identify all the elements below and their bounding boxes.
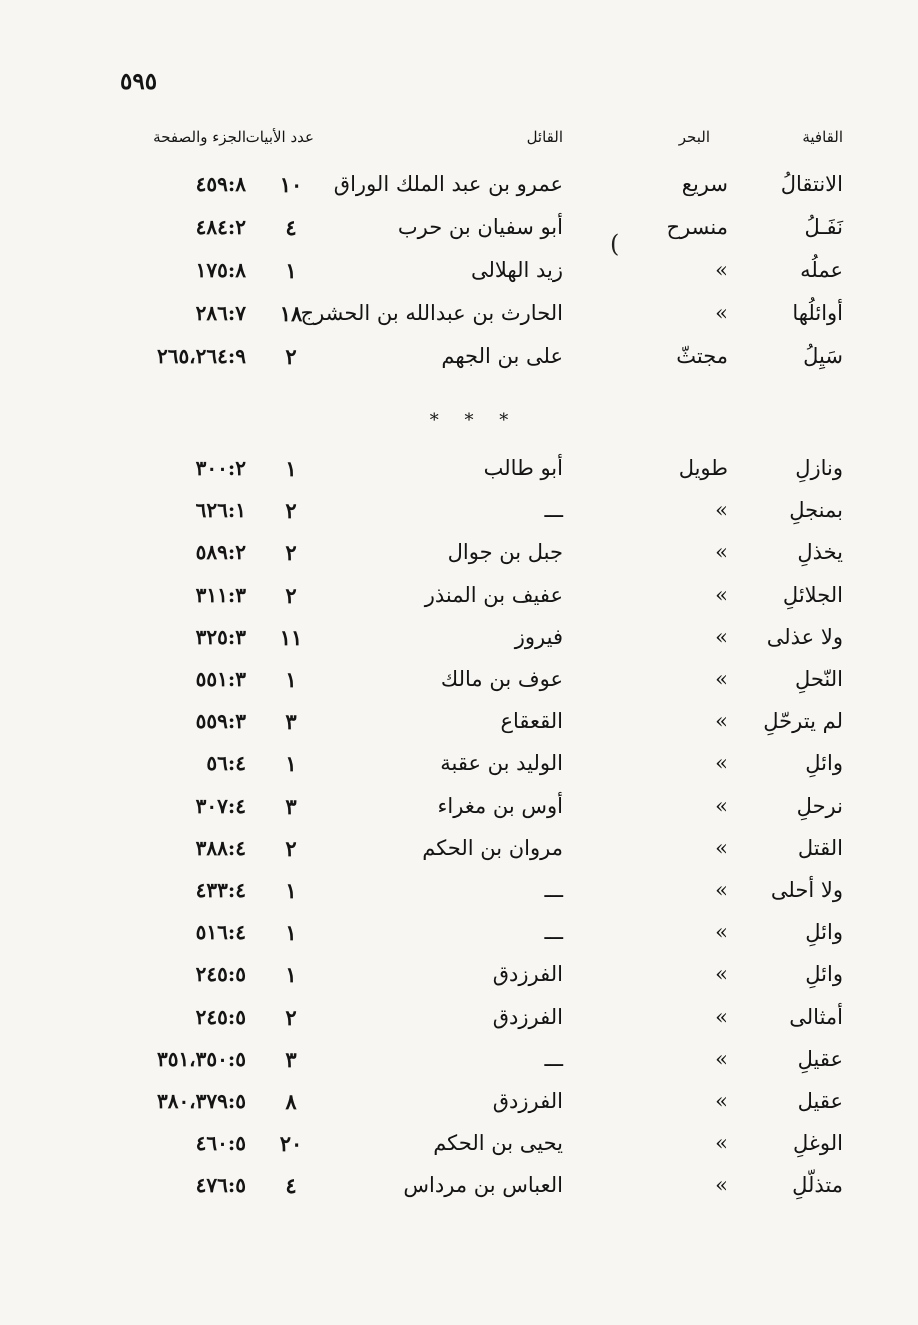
count-cell: ٢ [285,835,297,861]
table-row [0,1005,918,1047]
qafia-cell: ولا أحلى [770,878,843,902]
bahr-cell: » [715,1131,728,1156]
qail-cell: مروان بن الحكم [422,835,563,860]
qail-cell: ـــ [544,498,563,523]
qail-cell: العباس بن مرداس [403,1173,563,1198]
bahr-cell: » [715,540,728,565]
ref-cell: ٥١٦:٤ [195,920,246,945]
qail-cell: ـــ [544,878,563,902]
qail-cell: عوف بن مالك [440,667,563,691]
bahr-cell: » [715,751,728,776]
qail-cell: الفرزدق [492,1004,563,1029]
qail-cell: عمرو بن عبد الملك الوراق [333,172,563,196]
count-cell: ٤ [285,215,297,240]
count-cell: ١ [285,751,297,777]
ref-cell: ٤٣٣:٤ [195,878,246,902]
table-row [0,667,918,709]
header-count: عدد الأبيات [245,128,314,146]
bahr-cell: » [715,258,728,282]
count-cell: ١١ [279,624,303,650]
qail-cell: ـــ [544,920,563,945]
bahr-cell: » [715,1046,728,1071]
count-cell: ١ [285,962,297,988]
qail-cell: فيروز [514,624,563,649]
ref-cell: ٣٠٧:٤ [195,793,246,818]
table-row [0,540,918,582]
qail-cell: أبو سفيان بن حرب [397,215,563,239]
header-qail: القائل [526,128,563,146]
count-cell: ١٨ [279,301,303,326]
qafia-cell: ولا عذلى [766,624,843,649]
ref-cell: ٢٨٦:٧ [195,301,246,325]
qafia-cell: الجلائلِ [782,582,843,607]
qafia-cell: متذلّلِ [792,1173,843,1198]
table-row [0,215,918,257]
count-cell: ٢ [285,540,297,566]
bahr-cell: » [715,1173,728,1198]
qail-cell: أوس بن مغراء [437,793,563,818]
qafia-cell: عملُه [800,258,843,282]
bahr-cell: » [715,878,728,902]
header-ref: الجزء والصفحة [153,128,246,146]
qail-cell: الفرزدق [492,962,563,987]
table-row [0,1131,918,1173]
ref-cell: ٤٧٦:٥ [195,1173,246,1198]
qail-cell: على بن الجهم [441,344,563,368]
table-row [0,836,918,878]
table-row [0,709,918,751]
table-row [0,751,918,793]
qafia-cell: عقيلِ [797,1046,843,1071]
bahr-cell: » [715,709,728,734]
qail-cell: عفيف بن المنذر [424,582,563,607]
bracket-mark: ( [610,230,620,258]
bahr-cell: طويل [678,456,728,480]
count-cell: ١ [285,920,297,946]
count-cell: ٤ [285,1173,297,1199]
qafia-cell: وائلِ [805,962,843,987]
ref-cell: ٦٢٦:١ [195,498,246,523]
count-cell: ١ [285,878,297,903]
ref-cell: ٣٢٥:٣ [195,624,246,649]
count-cell: ٣ [285,793,297,819]
table-row [0,498,918,540]
table-row [0,258,918,300]
bahr-cell: سريع [681,172,728,196]
bahr-cell: » [715,1004,728,1029]
qafia-cell: نَفَـلُ [804,215,843,239]
qafia-cell: أوائلُها [792,301,843,325]
table-row [0,456,918,498]
ref-cell: ٢٤٥:٥ [195,1004,246,1029]
header-bahr: البحر [678,128,710,146]
table-row [0,1047,918,1089]
table-row [0,625,918,667]
qail-cell: أبو طالب [483,456,563,480]
qail-cell: ـــ [544,1046,563,1071]
ref-cell: ٣١١:٣ [195,582,246,607]
count-cell: ٢ [285,498,297,524]
count-cell: ١ [285,667,297,692]
page-number: ٥٩٥ [120,68,158,95]
table-row [0,301,918,343]
bahr-cell: » [715,624,728,649]
qail-cell: يحيى بن الحكم [433,1131,563,1156]
qafia-cell: عقيل [797,1089,843,1113]
count-cell: ٣ [285,709,297,735]
table-row [0,583,918,625]
bahr-cell: » [715,835,728,860]
bahr-cell: » [715,301,728,325]
ref-cell: ٥٨٩:٢ [195,540,246,565]
count-cell: ٨ [285,1089,297,1114]
ref-cell: ٤٨٤:٢ [195,215,246,239]
table-row [0,1089,918,1131]
qafia-cell: يخذلِ [797,540,843,565]
qafia-cell: ونازلِ [795,456,843,480]
qafia-cell: سَيِلُ [803,344,843,368]
table-row [0,1173,918,1215]
bahr-cell: » [715,498,728,523]
count-cell: ٢٠ [279,1131,303,1157]
table-row [0,344,918,386]
bahr-cell: » [715,667,728,691]
bahr-cell: » [715,962,728,987]
bahr-cell: » [715,793,728,818]
qafia-cell: الانتقالُ [780,172,843,196]
qail-cell: الفرزدق [492,1089,563,1113]
qafia-cell: النّحلِ [794,667,843,691]
count-cell: ١٠ [279,172,303,197]
table-row [0,962,918,1004]
bahr-cell: » [715,920,728,945]
qafia-cell: وائلِ [805,751,843,776]
ref-cell: ٢٤٥:٥ [195,962,246,987]
ref-cell: ١٧٥:٨ [195,258,246,282]
qafia-cell: نرحلِ [796,793,843,818]
ref-cell: ٣٠٠:٢ [195,456,246,480]
count-cell: ٢ [285,344,297,369]
qafia-cell: لم يترحّلِ [763,709,843,734]
ref-cell: ٤٥٩:٨ [195,172,246,196]
qail-cell: القعقاع [500,709,563,734]
qafia-cell: القتل [797,835,843,860]
section-separator: * * * [429,410,519,431]
qail-cell: الوليد بن عقبة [440,751,563,776]
table-row [0,172,918,214]
count-cell: ١ [285,258,297,283]
count-cell: ٣ [285,1046,297,1072]
table-row [0,878,918,920]
qail-cell: الحارث بن عبدالله بن الحشرج [300,301,563,325]
qail-cell: زيد الهلالى [470,258,563,282]
ref-cell: ٤٦٠:٥ [195,1131,246,1156]
bahr-cell: مجتثّ [676,344,728,368]
ref-cell: ٥٦:٤ [206,751,246,776]
qafia-cell: بمنجلِ [789,498,843,523]
qafia-cell: أمثالى [789,1004,843,1029]
ref-cell: ٣٨٨:٤ [195,835,246,860]
table-header [0,128,918,156]
table-row [0,794,918,836]
count-cell: ٢ [285,582,297,608]
qail-cell: جبل بن جوال [447,540,563,565]
qafia-cell: الوغلِ [793,1131,843,1156]
table-row [0,920,918,962]
count-cell: ٢ [285,1004,297,1030]
ref-cell: ٥٥٩:٣ [195,709,246,734]
ref-cell: ٣٥١،٣٥٠:٥ [156,1046,246,1071]
header-qafia: القافية [802,128,843,146]
ref-cell: ٣٨٠،٣٧٩:٥ [156,1089,246,1113]
count-cell: ١ [285,456,297,481]
bahr-cell: » [715,582,728,607]
ref-cell: ٢٦٥،٢٦٤:٩ [156,344,246,368]
ref-cell: ٥٥١:٣ [195,667,246,691]
bahr-cell: » [715,1089,728,1113]
bahr-cell: منسرح [666,215,728,239]
qafia-cell: وائلِ [805,920,843,945]
